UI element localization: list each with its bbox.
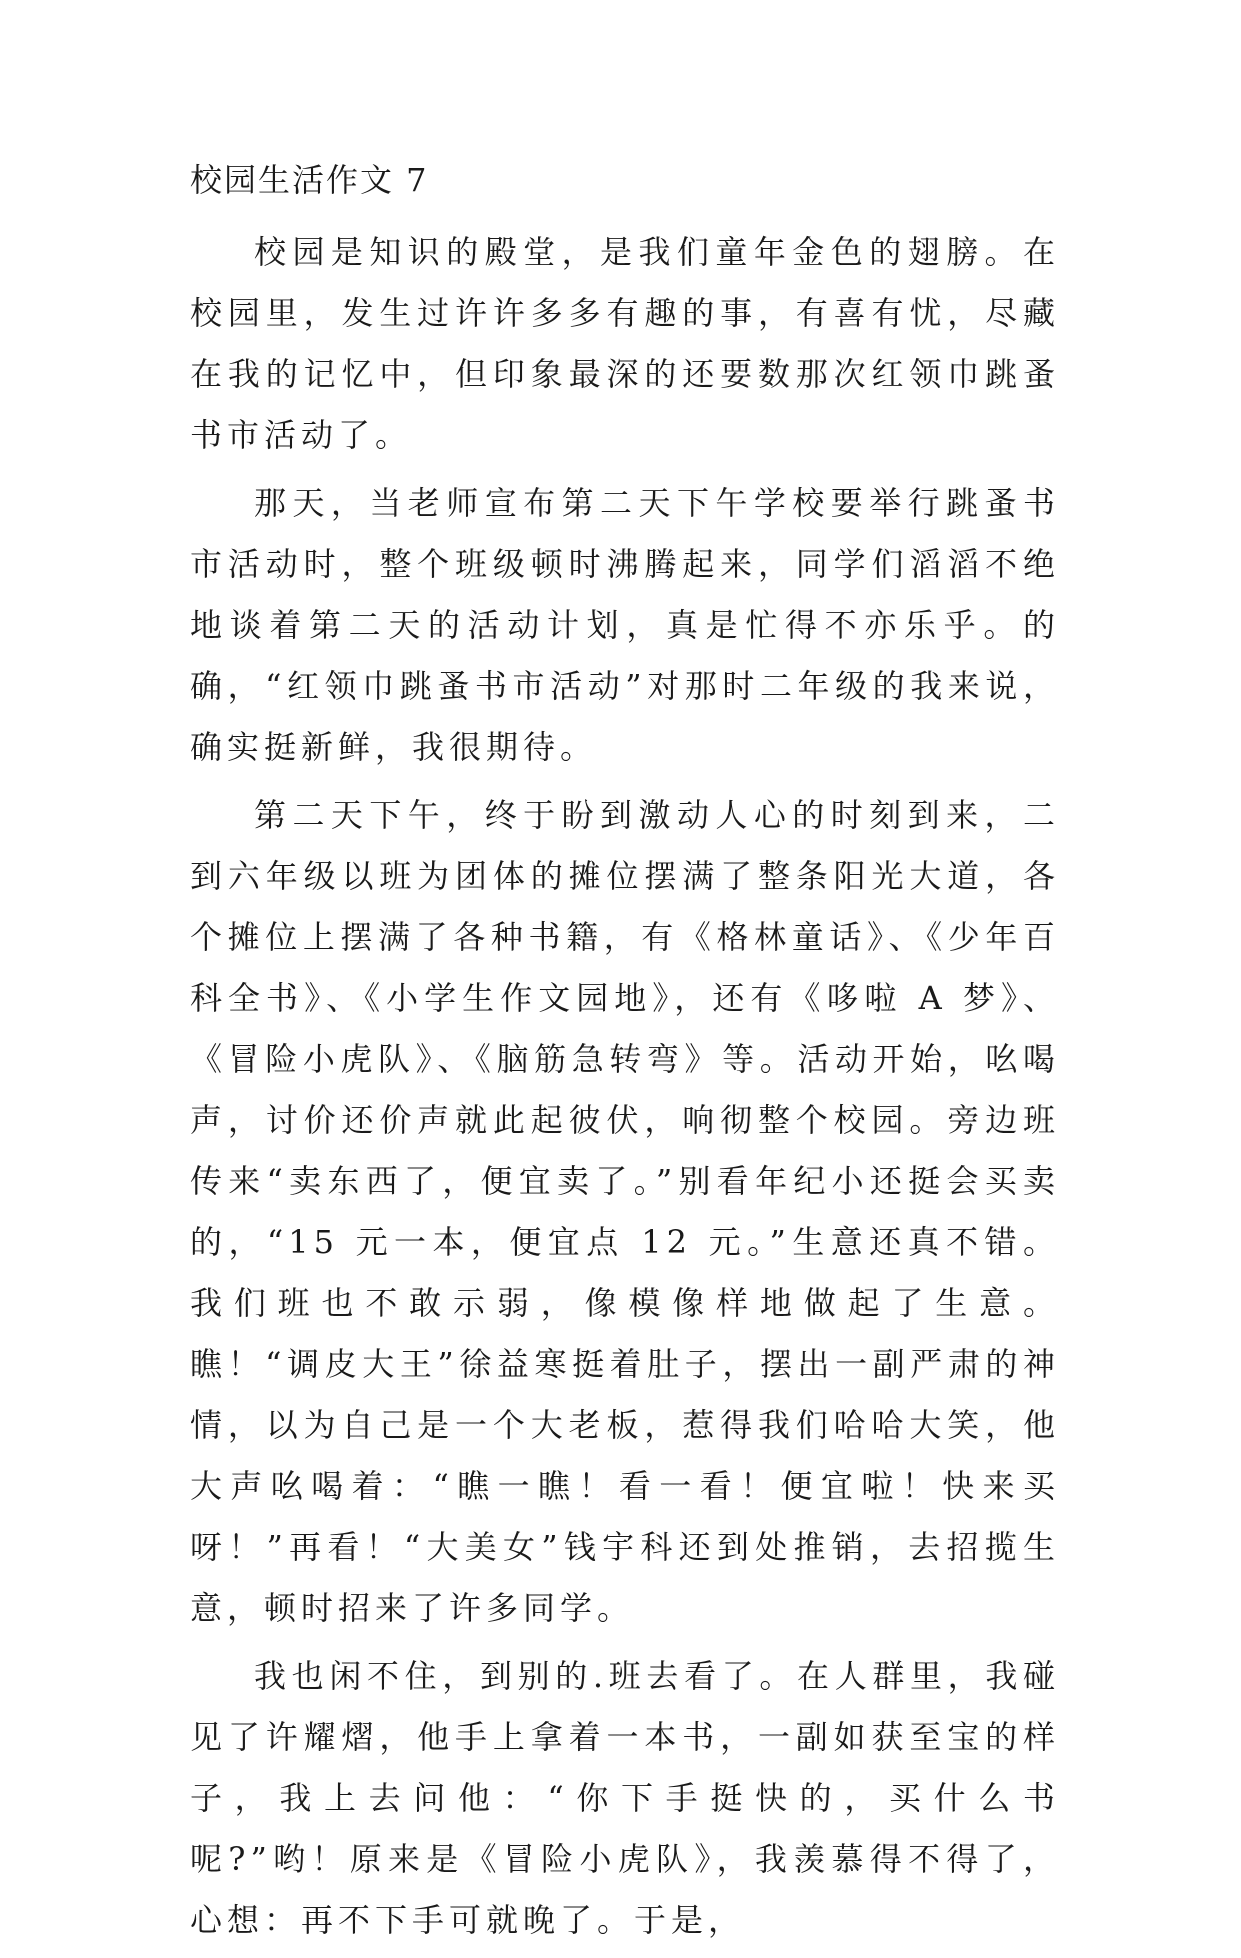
document-title: 校园生活作文 7 xyxy=(190,161,429,199)
paragraph-1: 校园是知识的殿堂，是我们童年金色的翅膀。在校园里，发生过许许多多有趣的事，有喜有忧，尽藏在我的记忆中，但印象最深的还要数那次红领巾跳蚤书市活动了。 xyxy=(190,233,1060,454)
paragraph-3: 第二天下午，终于盼到激动人心的时刻到来，二到六年级以班为团体的摊位摆满了整条阳光大道，各个摊位上摆满了各种书籍，有《格林童话》、《少年百科全书》、《小学生作文园地》，还有《哆啦 A 梦》、《冒险小虎队》、《脑筋急转弯》等。活动开始，吆喝声，讨价还价声就此起彼伏，响彻整个校园。旁边班传来“卖东西了，便宜卖了。”别看年纪小还挺会买卖的，“15 元一本，便宜点 12 元。”生意还真不错。我们班也不敢示弱，像模像样地做起了生意。瞧！“调皮大王”徐益寒挺着肚子，摆出一副严肃的神情，以为自己是一个大老板，惹得我们哈哈大笑，他大声吆喝着：“瞧一瞧！看一看！便宜啦！快来买呀！”再看！“大美女”钱宇科还到处推销，去招揽生意，顿时招来了许多同学。 xyxy=(190,796,1060,1627)
document-body xyxy=(190,158,1060,1958)
paragraph-2: 那天，当老师宣布第二天下午学校要举行跳蚤书市活动时，整个班级顿时沸腾起来，同学们滔滔不绝地谈着第二天的活动计划，真是忙得不亦乐乎。的确，“红领巾跳蚤书市活动”对那时二年级的我来说，确实挺新鲜，我很期待。 xyxy=(190,484,1060,766)
paragraph-4: 我也闲不住，到别的.班去看了。在人群里，我碰见了许耀熠，他手上拿着一本书，一副如获至宝的样子，我上去问他：“你下手挺快的，买什么书呢?”哟！原来是《冒险小虎队》，我羡慕得不得了，心想：再不下手可就晚了。于是， xyxy=(190,1657,1060,1939)
